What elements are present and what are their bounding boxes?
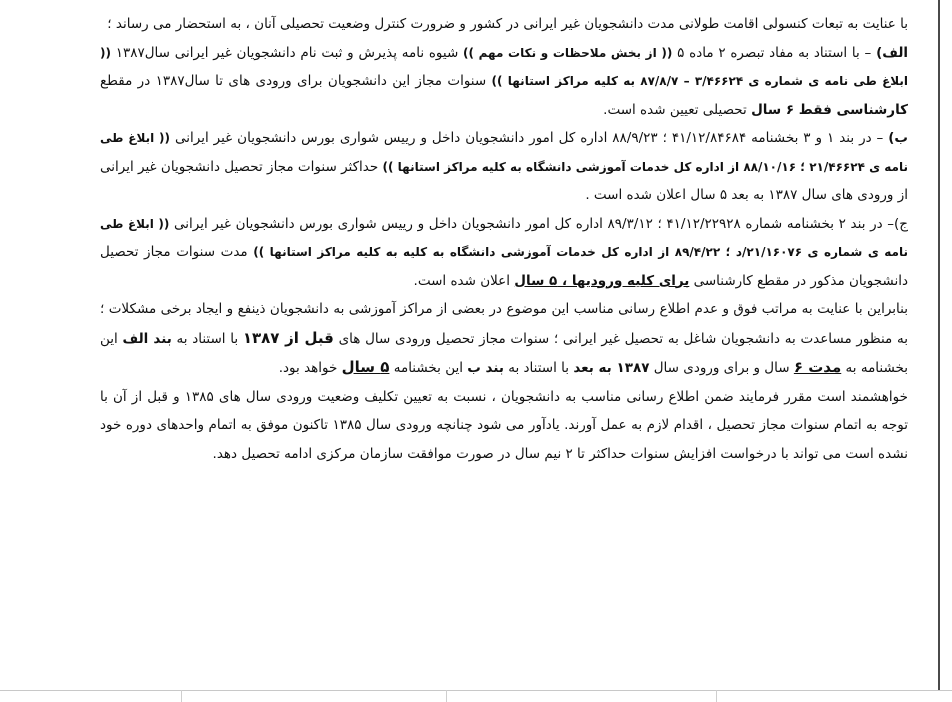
- clause-je: [100, 210, 908, 296]
- conclusion-bold-4: ۱۳۸۷ به بعد: [573, 360, 650, 376]
- conclusion-text-4: سال و برای ورودی سال: [649, 360, 794, 376]
- clause-je-bold-1: (( ابلاغ طی نامه ی شماره ی ۲۱/۱۶۰۷۶/د ؛ ۸۹/۴/۲۲ از اداره کل خدمات آموزشی دانشگاه به کلیه به کلیه مراکز استانها )): [100, 216, 908, 259]
- clause-alef-bold-3: کارشناسی فقط ۶ سال: [751, 101, 908, 118]
- conclusion-bold-1: قبل از ۱۳۸۷: [242, 328, 334, 347]
- clause-be: [100, 124, 908, 210]
- intro-paragraph: با عنایت به تبعات کنسولی اقامت طولانی مدت دانشجویان غیر ایرانی در کشور و ضرورت کنترل وضعیت تحصیلی آنان ، به استحضار می رساند ؛: [107, 16, 908, 32]
- clause-je-bold-2: برای کلیه ورودیها ، ۵ سال: [514, 272, 690, 289]
- conclusion-text-6: این بخشنامه: [389, 360, 468, 376]
- clause-alef-label: الف): [876, 44, 909, 61]
- clause-alef-bold-1: (( از بخش ملاحظات و نکات مهم )): [463, 45, 673, 60]
- clause-be-label: ب): [888, 130, 909, 146]
- conclusion-text-7: خواهد بود.: [278, 360, 342, 376]
- conclusion-text-5: با استناد به: [503, 360, 574, 376]
- clause-alef-text-1: – با استناد به مفاد تبصره ۲ ماده ۵: [672, 44, 877, 61]
- clause-je-text-3: اعلان شده است.: [413, 272, 515, 289]
- request-paragraph: خواهشمند است مقرر فرمایند ضمن اطلاع رسانی مناسب به دانشجویان ، نسبت به تعیین تکلیف وضعیت ورودی سال های ۱۳۸۵ و قبل از آن با توجه به اتمام سنوات مجاز تحصیل ، اقدام لازم به عمل آورند. یادآور می شود چنانچه ورودی سال ۱۳۸۵ تاکنون موفق به اتمام واحدهای دوره خود نشده است می تواند با درخواست افزایش سنوات حداکثر تا ۲ نیم سال در صورت موافقت سازمان مرکزی ادامه تحصیل دهد.: [100, 388, 908, 462]
- conclusion-text-3: این بخشنامه به: [100, 330, 908, 376]
- clause-alef-text-3: سنوات مجاز این دانشجویان برای ورودی های تا سال۱۳۸۷ در مقطع: [100, 73, 492, 89]
- page-bottom-divider: [0, 690, 952, 691]
- clause-be-bold-1: (( ابلاغ طی نامه ی ۲۱/۴۶۶۲۴ ؛ ۸۸/۱۰/۱۶ از اداره کل خدمات آموزشی دانشگاه به کلیه مراکز استانها )): [100, 131, 908, 174]
- clause-je-text-2: مدت سنوات مجاز تحصیل دانشجویان مذکور در مقطع کارشناسی: [100, 244, 908, 289]
- page-right-edge: [938, 0, 940, 690]
- page-divider-tick: [181, 690, 182, 702]
- conclusion-text-1: بنابراین با عنایت به مراتب فوق و عدم اطلاع رسانی مناسب این موضوع در بعضی از مراکز آموزشی به دانشجویان ذینفع و ایجاد برخی مشکلات ؛ به منظور مساعدت به دانشجویان شاغل به تحصیل غیر ایرانی ؛ سنوات مجاز تحصیل ورودی سال های: [100, 301, 908, 347]
- conclusion-text-2: با استناد به: [171, 330, 243, 347]
- conclusion-bold-6: ۵ سال: [341, 358, 390, 376]
- clause-be-text-2: حداکثر سنوات مجاز تحصیل دانشجویان غیر ایرانی از ورودی های سال ۱۳۸۷ به بعد ۵ سال اعلان شده است .: [100, 158, 908, 203]
- page-divider-tick: [446, 690, 447, 702]
- clause-alef-text-2: شیوه نامه پذیرش و ثبت نام دانشجویان غیر ایرانی سال۱۳۸۷: [110, 44, 464, 61]
- conclusion-paragraph: [100, 295, 908, 383]
- conclusion-bold-2: بند الف: [122, 330, 172, 347]
- clause-je-text-1: ج)– در بند ۲ بخشنامه شماره ۴۱/۱۲/۲۲۹۲۸ ؛ ۸۹/۳/۱۲ اداره کل امور دانشجویان داخل و رییس شواری بورس دانشجویان غیر ایرانی: [169, 215, 908, 232]
- clause-alef-text-4: تحصیلی تعیین شده است.: [603, 101, 752, 118]
- clause-alef: [100, 39, 908, 125]
- letter-body: [100, 10, 908, 468]
- conclusion-bold-5: بند ب: [467, 360, 504, 376]
- conclusion-bold-3: مدت ۶: [793, 358, 842, 376]
- page-divider-tick: [716, 690, 717, 702]
- clause-alef-bold-2: (( ابلاغ طی نامه ی شماره ی ۳/۴۶۶۲۴ – ۸۷/۸/۷ به کلیه مراکز استانها )): [100, 45, 909, 88]
- clause-be-text-1: – در بند ۱ و ۳ بخشنامه ۴۱/۱۲/۸۴۶۸۴ ؛ ۸۸/۹/۲۳ اداره کل امور دانشجویان داخل و رییس شواری بورس دانشجویان غیر ایرانی: [170, 130, 889, 146]
